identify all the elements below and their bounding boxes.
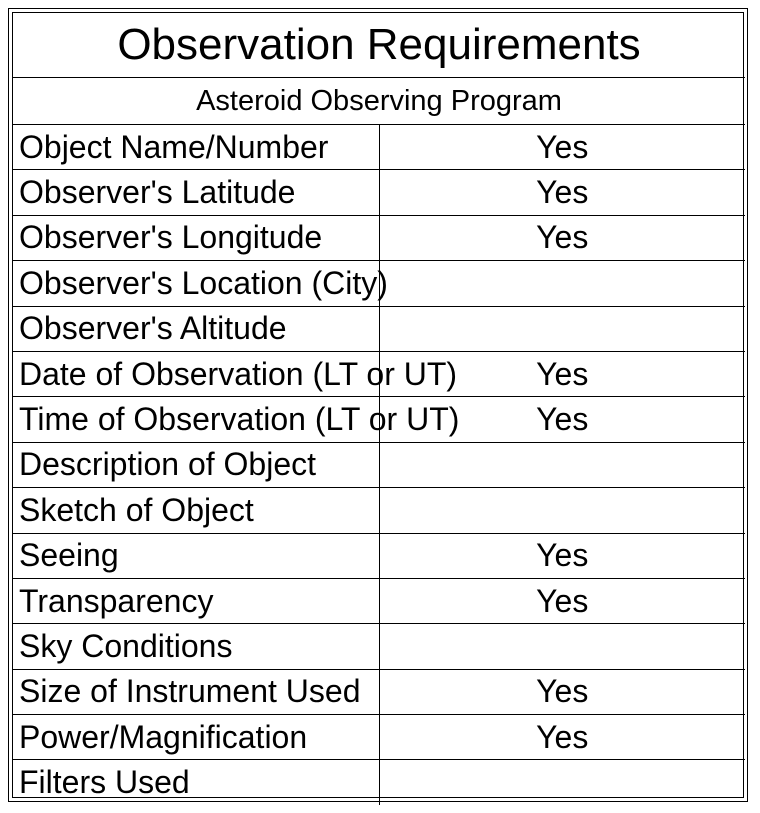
requirement-value: [379, 760, 745, 805]
requirement-label: Sketch of Object: [13, 488, 379, 533]
requirement-label: Transparency: [13, 578, 379, 623]
table-row: [13, 442, 745, 487]
requirement-value: Yes: [379, 397, 745, 442]
requirement-value: [379, 261, 745, 306]
table-row: [13, 170, 745, 215]
table-row: [13, 397, 745, 442]
requirement-value: Yes: [379, 669, 745, 714]
requirement-label: Sky Conditions: [13, 624, 379, 669]
requirement-value: Yes: [379, 170, 745, 215]
requirement-value: Yes: [379, 578, 745, 623]
table-row: [13, 669, 745, 714]
requirement-value: [379, 306, 745, 351]
table-row: [13, 125, 745, 170]
requirement-label: Observer's Altitude: [13, 306, 379, 351]
table-row: [13, 624, 745, 669]
requirement-value: Yes: [379, 533, 745, 578]
requirement-label: Observer's Latitude: [13, 170, 379, 215]
requirement-label: Filters Used: [13, 760, 379, 805]
requirement-label: Date of Observation (LT or UT): [13, 351, 379, 396]
table-frame: [8, 8, 748, 802]
requirement-value: Yes: [379, 215, 745, 260]
requirement-label: Power/Magnification: [13, 715, 379, 760]
requirement-value: [379, 624, 745, 669]
table-inner-border: [12, 12, 744, 801]
requirement-label: Time of Observation (LT or UT): [13, 397, 379, 442]
table-row: [13, 351, 745, 396]
table-row: [13, 715, 745, 760]
table-row: [13, 760, 745, 805]
table-row: [13, 488, 745, 533]
title-row: [13, 13, 745, 78]
requirement-value: [379, 442, 745, 487]
requirement-value: Yes: [379, 715, 745, 760]
requirement-value: Yes: [379, 351, 745, 396]
requirement-label: Size of Instrument Used: [13, 669, 379, 714]
requirement-label: Seeing: [13, 533, 379, 578]
table-row: [13, 261, 745, 306]
table-row: [13, 306, 745, 351]
requirement-label: Object Name/Number: [13, 125, 379, 170]
subtitle-row: [13, 78, 745, 125]
table-row: [13, 578, 745, 623]
program-subtitle: Asteroid Observing Program: [13, 78, 745, 125]
page-title: Observation Requirements: [13, 13, 745, 78]
requirement-value: Yes: [379, 125, 745, 170]
requirement-value: [379, 488, 745, 533]
table-row: [13, 533, 745, 578]
requirement-label: Description of Object: [13, 442, 379, 487]
requirement-label: Observer's Location (City): [13, 261, 379, 306]
requirement-label: Observer's Longitude: [13, 215, 379, 260]
requirements-table: [13, 13, 745, 805]
table-row: [13, 215, 745, 260]
